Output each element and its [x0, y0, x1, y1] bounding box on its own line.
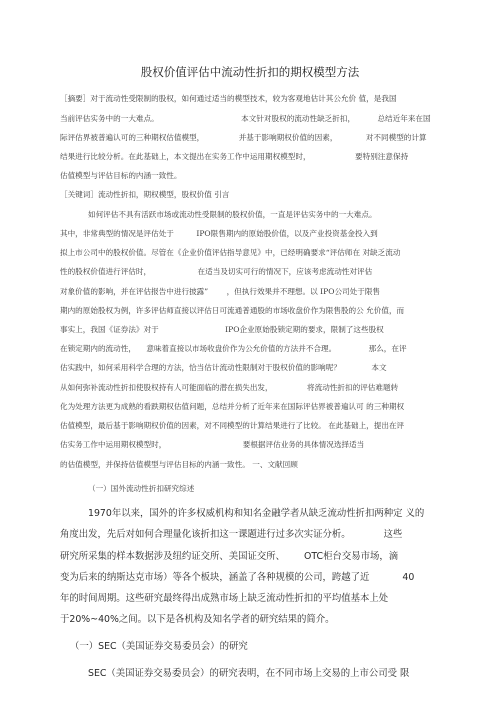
text-segment: 在适当及切实可行的情况下，应该考虑流动性对评估	[197, 267, 373, 276]
abstract-line	[60, 133, 427, 143]
text-segment: 估值模型，最后基于影响期权价值的因素，对不同模型的计算结果进行了比较。 在此基础上，提出在评	[60, 421, 405, 430]
text-segment: 那么，在评	[368, 344, 407, 353]
text-segment: 1970年以来，国外的许多权威机构和知名金融学者从缺乏流动性折扣两种定 义的	[88, 508, 425, 519]
text-segment: 总结近年来在国	[377, 114, 431, 123]
body-line	[60, 344, 407, 354]
text-segment: 年的时间周期。这些研究最终得出成熟市场上缺乏流动性折扣的平均值基本上处	[60, 593, 389, 604]
body-line	[60, 460, 298, 470]
body-line	[88, 210, 377, 220]
body-line	[60, 325, 384, 335]
text-segment: 事实上，我国《证券法》对于	[60, 325, 159, 334]
text-segment: 估值模型与评估目标的内涵一致性。	[60, 171, 182, 180]
large-line	[60, 571, 414, 584]
text-segment: 对不同模型的计算	[365, 133, 427, 142]
body-line	[60, 440, 364, 450]
body-line	[60, 306, 404, 316]
large-line	[88, 667, 409, 680]
text-segment: ，但执行效果并不理想。以 IPO公司处于限售	[226, 287, 381, 296]
large-line	[60, 528, 402, 541]
abstract-line	[60, 114, 431, 124]
text-segment: 并基于影响期权价值的因素，	[238, 133, 338, 142]
text-segment: 意味着直接以市场收盘价作为公允价值的方法并不合理。	[146, 344, 337, 353]
text-segment: 际评估界被普遍认可的三种期权估值模型，	[60, 133, 205, 142]
body-line	[60, 287, 380, 297]
text-segment: 本文	[371, 363, 387, 372]
section-heading: （一）国外流动性折扣研究综述	[88, 484, 195, 493]
large-line	[60, 613, 335, 626]
body-line	[60, 248, 400, 258]
text-segment: 要根据评估业务的具体情况选择适当	[242, 440, 365, 449]
text-segment: ［摘要］对于流动性受限制的股权，如何通过适当的模型技术，较为客观地估计其公允价 值，是我国	[60, 94, 397, 103]
text-segment: 拟上市公司中的股权价值。尽管在《企业价值评估指导意见》中，已经明确要求“评估师在 对缺乏流动	[60, 248, 401, 257]
abstract-line	[60, 94, 397, 104]
text-segment: 要特别注意保持	[355, 152, 409, 161]
body-line	[60, 267, 372, 277]
text-segment: 40	[402, 572, 415, 583]
text-segment: 变为后来的纳斯达克市场）等各个板块，涵盖了各种规模的公司，跨越了近	[60, 572, 370, 583]
body-line	[60, 229, 378, 239]
text-segment: 结果进行比较分析。在此基础上，本文提出在实务工作中运用期权模型时，	[60, 152, 311, 161]
text-segment: IPO限售期内的原始股价值，以及产业投资基金投入到	[196, 229, 378, 238]
text-segment: 在锁定期内的流动性，	[60, 344, 136, 353]
keywords-line: ［关键词］流动性折扣，期权模型，股权价值 引言	[60, 190, 230, 199]
text-segment: 角度出发，先后对如何合理量化该折扣这一课题进行过多次实证分析。	[60, 529, 351, 540]
body-line	[60, 421, 404, 431]
text-segment: 性的股权价值进行评估时，	[60, 267, 152, 276]
text-segment: 于20%~40%之间。以下是各机构及知名学者的研究结果的简介。	[60, 614, 335, 625]
large-line	[60, 550, 398, 563]
text-segment: 估实务工作中运用期权模型时，	[60, 440, 167, 449]
body-line	[60, 383, 398, 393]
text-segment: IPO企业原始股锁定期的要求，限制了这些股权	[225, 325, 384, 334]
text-segment: （一）SEC（美国证券交易委员会）的研究	[70, 641, 248, 652]
text-segment: 这些	[383, 529, 403, 540]
text-segment: SEC（美国证券交易委员会）的研究表明，在不同市场上交易的上市公司受 限	[88, 668, 410, 679]
large-line	[88, 507, 424, 520]
abstract-line	[60, 152, 408, 162]
body-line	[60, 402, 404, 412]
text-segment: 期内的原始股权为例，许多评估师直接以评估日可流通普通股的市场收盘价作为限售股的公 允价值，而	[60, 306, 405, 315]
text-segment: 当前评估实务中的一大难点。	[60, 114, 159, 123]
text-segment: 如何评估不具有活跃市场或流动性受限制的股权价值，一直是评估实务中的一大难点。	[88, 210, 377, 219]
text-segment: 从如何弥补流动性折扣使股权持有人可能面临的潜在损失出发，	[60, 383, 273, 392]
large-line	[70, 640, 248, 653]
text-segment: 对象价值的影响，并在评估报告中进行披露”	[60, 287, 209, 296]
text-segment: 化为处理方法更为成熟的看跌期权估值问题，总结并分析了近年来在国际评估界被普遍认可 的三种期权	[60, 402, 405, 411]
large-line	[60, 592, 388, 605]
abstract-line	[60, 171, 182, 181]
text-segment: 的估值模型，并保持估值模型与评估目标的内涵一致性。 一、文献回顾	[60, 460, 298, 469]
document-title: 股权价值评估中流动性折扣的期权模型方法	[140, 65, 360, 79]
text-segment: OTC柜台交易市场，滴	[304, 551, 399, 562]
body-line	[60, 363, 387, 373]
text-segment: 研究所采集的样本数据涉及纽约证交所、美国证交所、	[60, 551, 286, 562]
text-segment: 估实践中，如何采用科学合理的方法，恰当估计流动性限制对于股权价值的影响呢？	[60, 363, 341, 372]
text-segment: 其中，非常典型的情况是评估处于	[60, 229, 174, 238]
text-segment: 本文针对股权的流动性缺乏折扣，	[241, 114, 356, 123]
text-segment: 将流动性折扣的评估难题转	[307, 383, 399, 392]
